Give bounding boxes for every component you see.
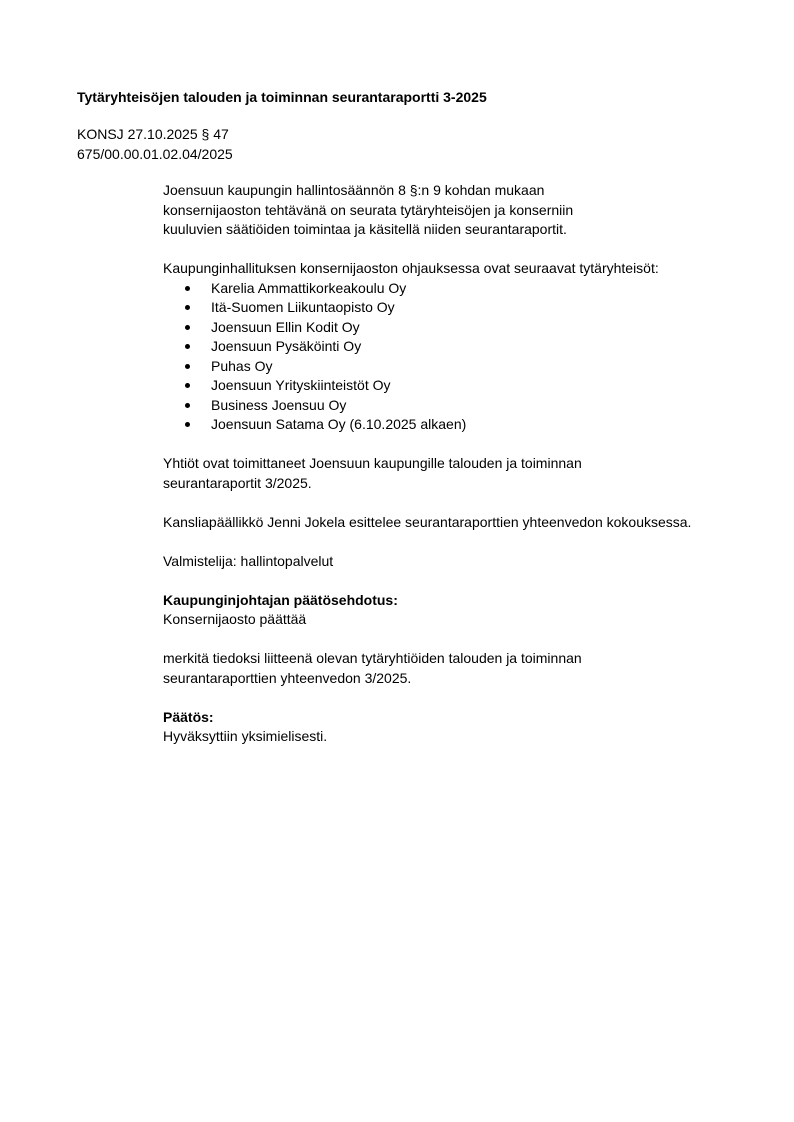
reports-line: seurantaraportit 3/2025.	[163, 474, 312, 491]
companies-intro: Kaupunginhallituksen konsernijaoston ohjauksessa ovat seuraavat tytäryhteisöt:	[163, 260, 659, 276]
reports-paragraph	[163, 454, 763, 493]
company-name: Joensuun Ellin Kodit Oy	[211, 318, 360, 335]
company-name: Itä-Suomen Liikuntaopisto Oy	[211, 299, 395, 315]
meeting-reference: KONSJ 27.10.2025 § 47	[77, 126, 229, 142]
decision-section	[163, 708, 763, 747]
document-title: Tytäryhteisöjen talouden ja toiminnan seurantaraportti 3-2025	[77, 89, 487, 105]
company-name: Karelia Ammattikorkeakoulu Oy	[211, 279, 407, 296]
list-item	[163, 337, 763, 357]
preparer-paragraph: Valmistelija: hallintopalvelut	[163, 552, 334, 569]
list-item	[163, 357, 763, 377]
company-name: Joensuun Satama Oy (6.10.2025 alkaen)	[211, 416, 467, 432]
presenter-paragraph: Kansliapäällikkö Jenni Jokela esittelee seurantaraporttien yhteenvedon kokouksessa.	[163, 513, 692, 530]
intro-line: Joensuun kaupungin hallintosäännön 8 §:n 9 kohdan mukaan	[163, 182, 545, 198]
bullet-icon	[185, 383, 190, 388]
intro-line: kuuluvien säätiöiden toimintaa ja käsitellä niiden seurantaraportit.	[163, 221, 567, 237]
bullet-icon	[185, 325, 190, 330]
list-item	[163, 376, 763, 396]
list-item	[163, 279, 763, 299]
bullet-icon	[185, 286, 190, 291]
list-item	[163, 396, 763, 416]
proposal-intro: Konsernijaosto päättää	[163, 611, 307, 627]
decision-text: Hyväksyttiin yksimielisesti.	[163, 728, 328, 744]
bullet-icon	[185, 305, 190, 310]
list-item	[163, 298, 763, 318]
companies-list	[163, 279, 763, 435]
list-item	[163, 318, 763, 338]
reports-line: Yhtiöt ovat toimittaneet Joensuun kaupungille talouden ja toiminnan	[163, 455, 582, 471]
list-item	[163, 415, 763, 435]
document-body	[163, 181, 763, 766]
company-name: Puhas Oy	[211, 357, 273, 374]
bullet-icon	[185, 344, 190, 349]
record-number: 675/00.00.01.02.04/2025	[77, 145, 233, 162]
bullet-icon	[185, 422, 190, 427]
proposal-text	[163, 649, 763, 688]
bullet-icon	[185, 364, 190, 369]
bullet-icon	[185, 403, 190, 408]
proposal-section	[163, 591, 763, 630]
proposal-heading: Kaupunginjohtajan päätösehdotus:	[163, 591, 398, 608]
document-meta	[77, 125, 233, 164]
company-name: Joensuun Yrityskiinteistöt Oy	[211, 377, 391, 393]
intro-line: konsernijaoston tehtävänä on seurata tytäryhteisöjen ja konserniin	[163, 201, 574, 218]
company-name: Joensuun Pysäköinti Oy	[211, 338, 362, 354]
company-name: Business Joensuu Oy	[211, 396, 347, 413]
proposal-line: seurantaraporttien yhteenvedon 3/2025.	[163, 669, 412, 686]
decision-heading: Päätös:	[163, 708, 214, 725]
intro-paragraph	[163, 181, 763, 240]
proposal-line: merkitä tiedoksi liitteenä olevan tytäryhtiöiden talouden ja toiminnan	[163, 650, 582, 666]
